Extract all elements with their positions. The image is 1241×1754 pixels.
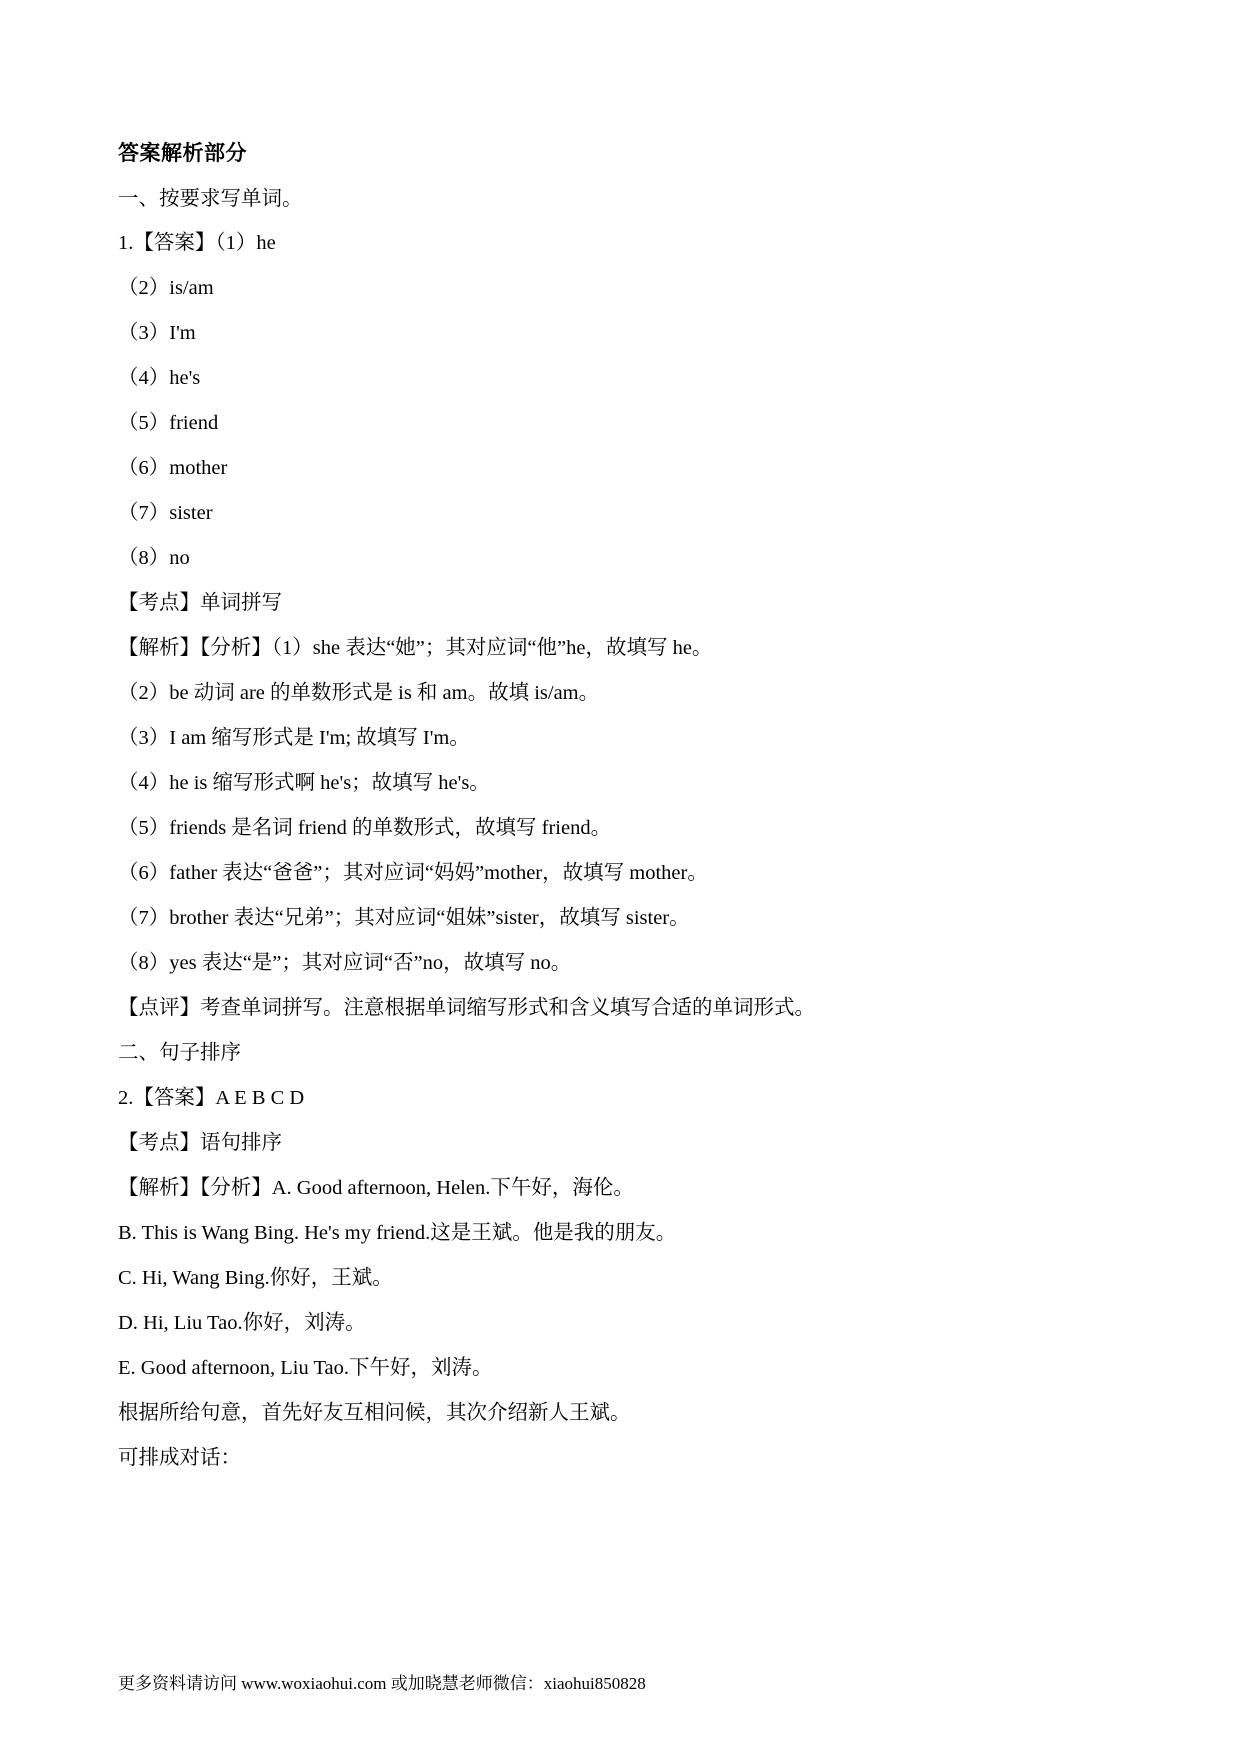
- q1-answer-line: 1.【答案】（1）he: [118, 232, 276, 255]
- q1-analysis-6: （6）father 表达“爸爸”；其对应词“妈妈”mother，故填写 mother。: [118, 862, 708, 885]
- q2-analysis-e: E. Good afternoon, Liu Tao.下午好，刘涛。: [118, 1356, 493, 1379]
- q1-answer-4: （4）he's: [118, 367, 201, 390]
- q2-kaodian-line: 【考点】语句排序: [118, 1131, 282, 1154]
- q1-analysis-8: （8）yes 表达“是”；其对应词“否”no，故填写 no。: [118, 951, 572, 974]
- q2-analysis-b: B. This is Wang Bing. He's my friend.这是王斌。他是我的朋友。: [118, 1221, 677, 1244]
- section-heading-1: 一、按要求写单词。: [118, 187, 303, 210]
- q1-answer-2: （2）is/am: [118, 277, 214, 300]
- q1-answer-8: （8）no: [118, 547, 190, 570]
- q1-analysis-3: （3）I am 缩写形式是 I'm; 故填写 I'm。: [118, 727, 470, 750]
- q1-answer-7: （7）sister: [118, 502, 213, 525]
- q1-kaodian-line: 【考点】单词拼写: [118, 592, 282, 615]
- q1-analysis-5: （5）friends 是名词 friend 的单数形式，故填写 friend。: [118, 817, 612, 840]
- q1-analysis-1: 【解析】【分析】（1）she 表达“她”；其对应词“他”he，故填写 he。: [118, 637, 713, 660]
- q2-note-2: 可排成对话：: [118, 1446, 241, 1469]
- q2-analysis-a: 【解析】【分析】A. Good afternoon, Helen.下午好，海伦。: [118, 1176, 634, 1199]
- q2-analysis-c: C. Hi, Wang Bing.你好，王斌。: [118, 1266, 393, 1289]
- q1-answer-5: （5）friend: [118, 412, 219, 435]
- q1-answer-3: （3）I'm: [118, 322, 196, 345]
- q2-analysis-d: D. Hi, Liu Tao.你好，刘涛。: [118, 1311, 366, 1334]
- q1-analysis-4: （4）he is 缩写形式啊 he's；故填写 he's。: [118, 772, 490, 795]
- page-title: 答案解析部分: [118, 142, 247, 165]
- q2-answer-line: 2.【答案】A E B C D: [118, 1086, 305, 1109]
- q2-note-1: 根据所给句意，首先好友互相问候，其次介绍新人王斌。: [118, 1401, 631, 1424]
- q1-answer-6: （6）mother: [118, 457, 228, 480]
- section-heading-2: 二、句子排序: [118, 1041, 241, 1064]
- q1-dianping-line: 【点评】考查单词拼写。注意根据单词缩写形式和含义填写合适的单词形式。: [118, 996, 815, 1019]
- q1-analysis-7: （7）brother 表达“兄弟”；其对应词“姐妹”sister，故填写 sister。: [118, 907, 690, 929]
- page-footer: 更多资料请访问 www.woxiaohui.com 或加晓慧老师微信：xiaohui850828: [118, 1674, 646, 1694]
- q1-analysis-2: （2）be 动词 are 的单数形式是 is 和 am。故填 is/am。: [118, 682, 600, 705]
